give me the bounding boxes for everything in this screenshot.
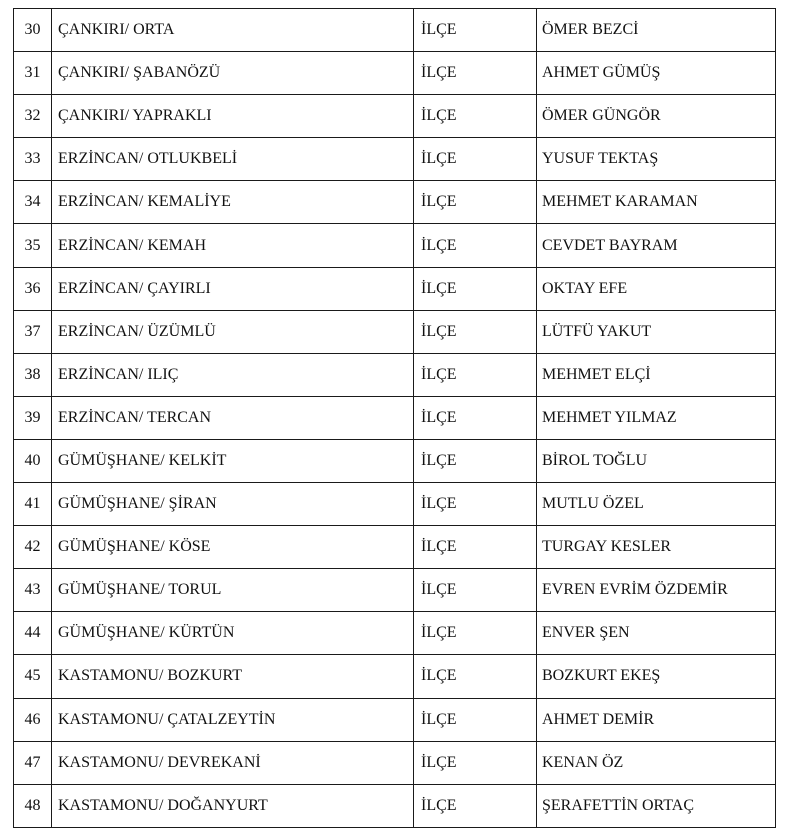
person-name-cell: BİROL TOĞLU — [537, 439, 776, 482]
table-row — [14, 138, 776, 181]
unit-type-cell: İLÇE — [414, 9, 537, 52]
row-number-cell: 39 — [14, 396, 52, 439]
unit-type-cell: İLÇE — [414, 396, 537, 439]
row-number-cell: 43 — [14, 569, 52, 612]
table-body — [14, 9, 776, 828]
person-name-cell: EVREN EVRİM ÖZDEMİR — [537, 569, 776, 612]
table-row — [14, 353, 776, 396]
unit-type-cell: İLÇE — [414, 181, 537, 224]
person-name-cell: MEHMET ELÇİ — [537, 353, 776, 396]
unit-type-cell: İLÇE — [414, 267, 537, 310]
person-name-cell: OKTAY EFE — [537, 267, 776, 310]
row-number-cell: 37 — [14, 310, 52, 353]
person-name-cell: MUTLU ÖZEL — [537, 483, 776, 526]
unit-type-cell: İLÇE — [414, 439, 537, 482]
province-district-cell: KASTAMONU/ ÇATALZEYTİN — [52, 698, 414, 741]
province-district-cell: ERZİNCAN/ TERCAN — [52, 396, 414, 439]
person-name-cell: CEVDET BAYRAM — [537, 224, 776, 267]
province-district-cell: GÜMÜŞHANE/ ŞİRAN — [52, 483, 414, 526]
unit-type-cell: İLÇE — [414, 698, 537, 741]
row-number-cell: 42 — [14, 526, 52, 569]
unit-type-cell: İLÇE — [414, 741, 537, 784]
table-row — [14, 267, 776, 310]
row-number-cell: 35 — [14, 224, 52, 267]
table-row — [14, 310, 776, 353]
unit-type-cell: İLÇE — [414, 784, 537, 827]
table-row — [14, 181, 776, 224]
person-name-cell: LÜTFÜ YAKUT — [537, 310, 776, 353]
row-number-cell: 38 — [14, 353, 52, 396]
province-district-cell: GÜMÜŞHANE/ KÖSE — [52, 526, 414, 569]
province-district-cell: GÜMÜŞHANE/ TORUL — [52, 569, 414, 612]
table-row — [14, 396, 776, 439]
row-number-cell: 40 — [14, 439, 52, 482]
table-row — [14, 224, 776, 267]
row-number-cell: 44 — [14, 612, 52, 655]
unit-type-cell: İLÇE — [414, 612, 537, 655]
province-district-cell: GÜMÜŞHANE/ KELKİT — [52, 439, 414, 482]
table-row — [14, 698, 776, 741]
unit-type-cell: İLÇE — [414, 655, 537, 698]
row-number-cell: 34 — [14, 181, 52, 224]
unit-type-cell: İLÇE — [414, 52, 537, 95]
row-number-cell: 41 — [14, 483, 52, 526]
row-number-cell: 45 — [14, 655, 52, 698]
province-district-cell: ERZİNCAN/ OTLUKBELİ — [52, 138, 414, 181]
province-district-cell: ERZİNCAN/ ÜZÜMLÜ — [52, 310, 414, 353]
table-row — [14, 483, 776, 526]
province-district-cell: KASTAMONU/ DEVREKANİ — [52, 741, 414, 784]
row-number-cell: 48 — [14, 784, 52, 827]
province-district-cell: ERZİNCAN/ ILIÇ — [52, 353, 414, 396]
unit-type-cell: İLÇE — [414, 224, 537, 267]
table-row — [14, 9, 776, 52]
person-name-cell: AHMET DEMİR — [537, 698, 776, 741]
person-name-cell: KENAN ÖZ — [537, 741, 776, 784]
province-district-cell: KASTAMONU/ DOĞANYURT — [52, 784, 414, 827]
province-district-cell: ERZİNCAN/ KEMALİYE — [52, 181, 414, 224]
table-row — [14, 52, 776, 95]
person-name-cell: ÖMER BEZCİ — [537, 9, 776, 52]
unit-type-cell: İLÇE — [414, 310, 537, 353]
unit-type-cell: İLÇE — [414, 483, 537, 526]
table-row — [14, 569, 776, 612]
person-name-cell: BOZKURT EKEŞ — [537, 655, 776, 698]
province-district-cell: ERZİNCAN/ ÇAYIRLI — [52, 267, 414, 310]
table-row — [14, 612, 776, 655]
province-district-cell: ERZİNCAN/ KEMAH — [52, 224, 414, 267]
table-row — [14, 95, 776, 138]
person-name-cell: ENVER ŞEN — [537, 612, 776, 655]
unit-type-cell: İLÇE — [414, 526, 537, 569]
person-name-cell: YUSUF TEKTAŞ — [537, 138, 776, 181]
person-name-cell: MEHMET KARAMAN — [537, 181, 776, 224]
appointments-table — [13, 8, 776, 828]
province-district-cell: ÇANKIRI/ ORTA — [52, 9, 414, 52]
table-row — [14, 655, 776, 698]
province-district-cell: ÇANKIRI/ YAPRAKLI — [52, 95, 414, 138]
row-number-cell: 30 — [14, 9, 52, 52]
person-name-cell: MEHMET YILMAZ — [537, 396, 776, 439]
table-row — [14, 526, 776, 569]
row-number-cell: 32 — [14, 95, 52, 138]
person-name-cell: ÖMER GÜNGÖR — [537, 95, 776, 138]
row-number-cell: 31 — [14, 52, 52, 95]
person-name-cell: ŞERAFETTİN ORTAÇ — [537, 784, 776, 827]
unit-type-cell: İLÇE — [414, 569, 537, 612]
province-district-cell: ÇANKIRI/ ŞABANÖZÜ — [52, 52, 414, 95]
row-number-cell: 47 — [14, 741, 52, 784]
unit-type-cell: İLÇE — [414, 353, 537, 396]
table-row — [14, 439, 776, 482]
person-name-cell: TURGAY KESLER — [537, 526, 776, 569]
unit-type-cell: İLÇE — [414, 95, 537, 138]
province-district-cell: KASTAMONU/ BOZKURT — [52, 655, 414, 698]
table-row — [14, 784, 776, 827]
province-district-cell: GÜMÜŞHANE/ KÜRTÜN — [52, 612, 414, 655]
unit-type-cell: İLÇE — [414, 138, 537, 181]
table-row — [14, 741, 776, 784]
row-number-cell: 36 — [14, 267, 52, 310]
row-number-cell: 46 — [14, 698, 52, 741]
person-name-cell: AHMET GÜMÜŞ — [537, 52, 776, 95]
row-number-cell: 33 — [14, 138, 52, 181]
